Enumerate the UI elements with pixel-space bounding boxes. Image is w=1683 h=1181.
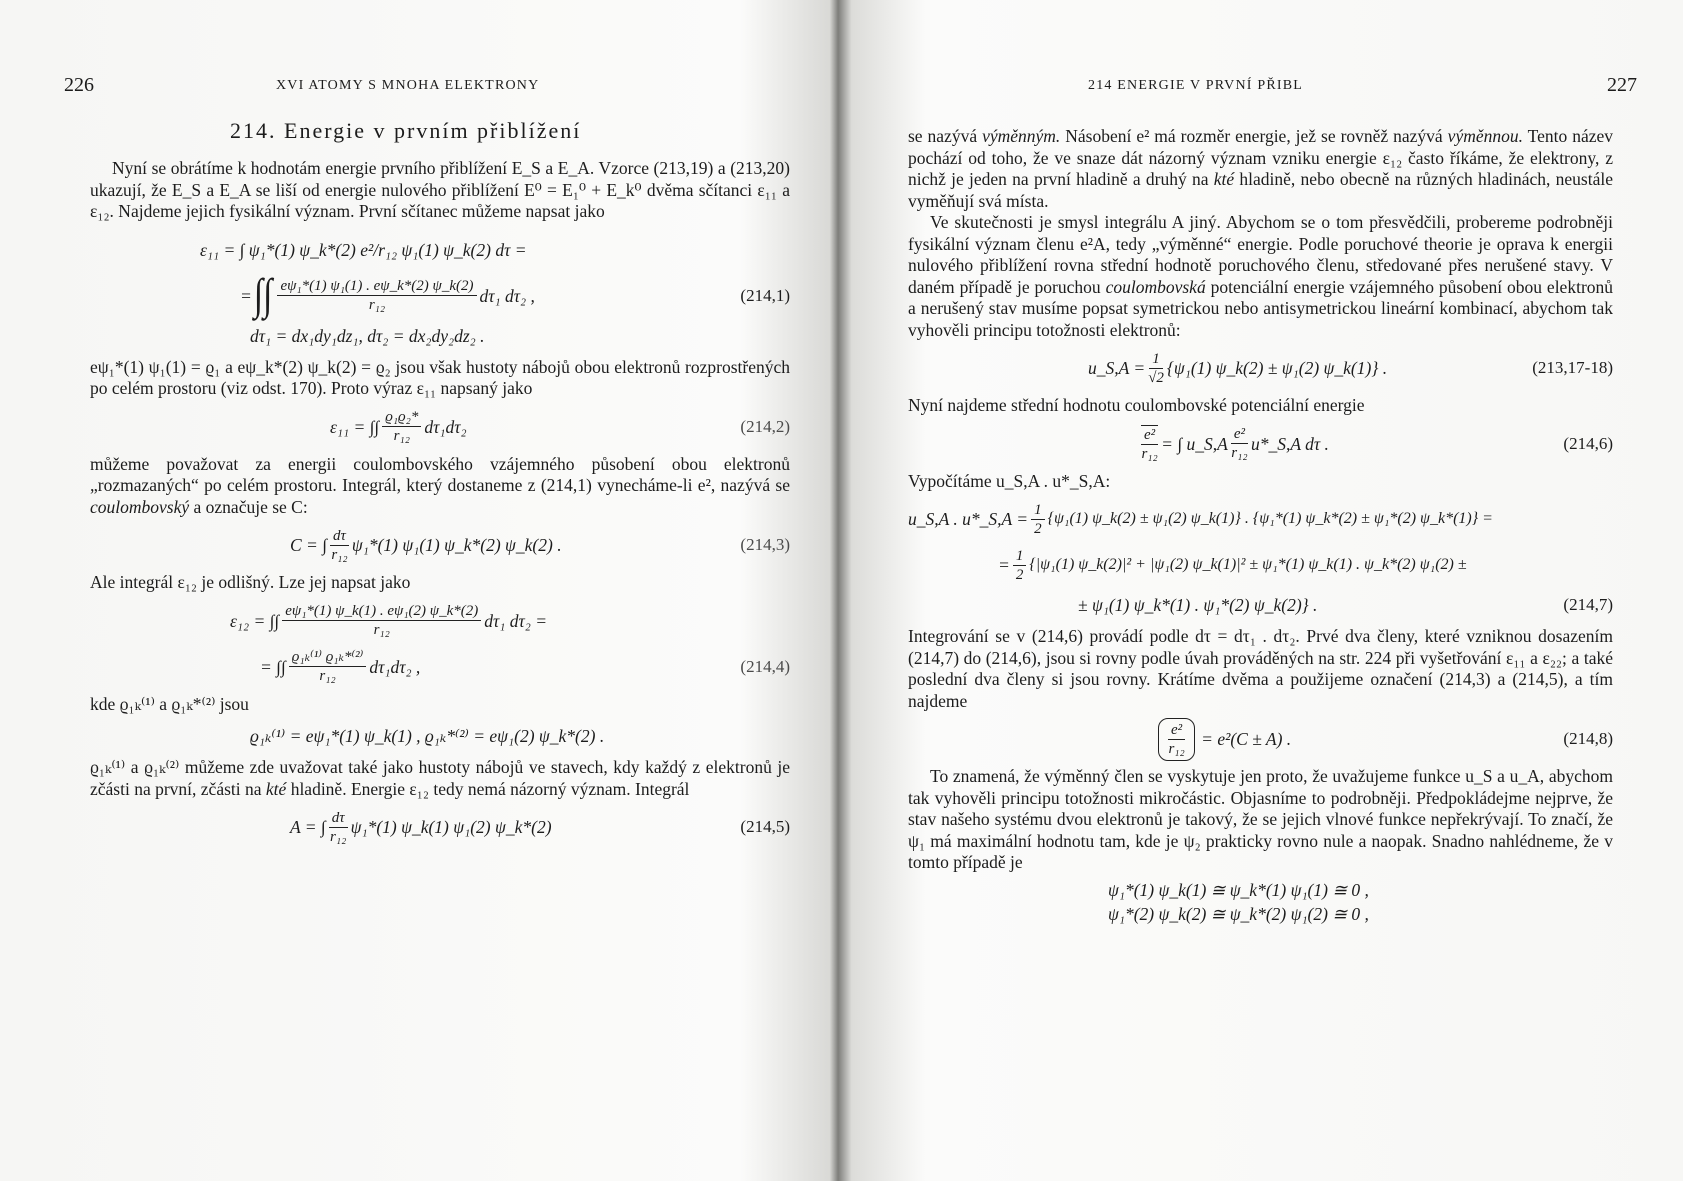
equation-number: (214,1) xyxy=(740,285,790,305)
paragraph-4: Vypočítáme u_S,A . u*_S,A: xyxy=(908,470,1111,491)
left-running-head xyxy=(0,74,830,98)
double-integral-icon: ∫∫ xyxy=(253,270,273,319)
left-page-number: 226 xyxy=(64,74,94,96)
equation-number: (214,6) xyxy=(1563,433,1613,453)
equation-number: (214,3) xyxy=(740,535,790,554)
paragraph-2: Ve skutečnosti je smysl integrálu A jiný. Abychom se o tom přesvědčili, probereme podrobněji fysikální význam členu e²A, tedy „výměnné“ energie. Podle poruchové theorie je oprava k energii nulového přiblížení rovna střední hodnotě poruchového členu, středované přes nerušené stavy. V daném případě je poruchou coulombovská potenciální energie vzájemného působení obou elektronů a nerušený stav musíme popsat symetrickou nebo antisymetrickou lineární kombinací, abychom tak vyhověli principu totožnosti elektronů: xyxy=(908,212,1614,340)
paragraph-6: To znamená, že výměnný člen se vyskytuje jen proto, že uvažujeme funkce u_S a u_A, abychom tak vyhověli principu totožnosti mikročástic. Objasníme to podrobněji. Předpokládejme nejprve, že stav našeho systému dvou elektronů je takový, že se jejich vlnové funkce nepřekrývají. To značí, že ψ₁ má maximální hodnotu tam, kde je ψ₂ prakticky rovno nule a naopak. Snadno nahlédneme, že v tomto případě je xyxy=(908,766,1613,872)
equation-214-8: $\frac{\text{e²}}{\text{r₁₂}}$ = e²(C ± A) . (214,8) xyxy=(908,716,1613,762)
right-page-number: 227 xyxy=(1607,74,1637,96)
paragraph-4: Ale integrál ε₁₂ je odlišný. Lze jej napsat jako xyxy=(90,572,411,592)
equation-214-3: C = ∫ $\frac{d\tau}{\text{r₁₂}}$ ψ₁*(1) ψ₁(1) ψ_k*(2) ψ_k(2) . (214,3) xyxy=(290,527,790,563)
equation-final: ψ₁*(1) ψ_k(1) ≅ ψ_k*(1) ψ₁(1) ≅ 0 , ψ₁*(2) ψ_k(2) ≅ ψ_k*(2) ψ₁(2) ≅ 0 , xyxy=(1108,879,1369,924)
equation-number: (214,7) xyxy=(1563,595,1613,614)
right-page xyxy=(838,0,1683,1181)
equation-214-5: A = ∫ $\frac{d\tau}{\text{r₁₂}}$ ψ₁*(1) ψ_k(1) ψ₁(2) ψ_k*(2) (214,5) xyxy=(290,809,790,845)
chapter-title: XVI ATOMY S MNOHA ELEKTRONY xyxy=(276,78,540,93)
equation-number: (214,2) xyxy=(740,416,790,436)
paragraph-3: Nyní najdeme střední hodnotu coulombovské potenciální energie xyxy=(908,395,1365,415)
equation-214-1-line-a: ε₁₁ = ∫ ψ₁*(1) ψ_k*(2) e²/r₁₂ ψ₁(1) ψ_k(2) dτ = xyxy=(200,239,527,260)
paragraph-6: ϱ₁ₖ⁽¹⁾ a ϱ₁ₖ⁽²⁾ můžeme zde uvažovat také jako hustoty nábojů ve stavech, kdy každý z elektronů je zčásti na první, zčásti na kté hladině. Energie ε₁₂ tedy nemá názorný význam. Integrál xyxy=(90,757,790,799)
equation-214-4: ε₁₂ = ∫∫ $\frac{\text{eψ₁*(1) ψ\_k(1) . eψ₁(2) ψ\_k*(2)}}{\text{r₁₂}}$ dτ₁ dτ₂ = = ∫∫ $\frac{\text{ϱ₁ₖ⁽¹⁾ ϱ₁ₖ*⁽²⁾}}{\text{r₁₂}}$ dτ₁dτ₂ , (214,4) xyxy=(230,603,790,684)
equation-213-17-18: u_S,A = $\frac{1}{√2}$ {ψ₁(1) ψ_k(2) ± ψ₁(2) ψ_k(1)} . (213,17-18) xyxy=(1088,350,1613,386)
equation-number: (214,8) xyxy=(1563,729,1613,748)
fraction: $\frac{\text{eψ₁*(1) ψ₁(1) . eψ\_k*(2) ψ\_k(2)}}{\text{r₁₂}}$ xyxy=(277,277,476,314)
equation-number: (214,4) xyxy=(740,656,790,676)
paragraph-2: eψ₁*(1) ψ₁(1) = ϱ₁ a eψ_k*(2) ψ_k(2) = ϱ₂ jsou však hustoty nábojů obou elektronů rozprostřených po celém prostoru (viz odst. 170). Proto výraz ε₁₁ napsaný jako xyxy=(90,356,790,398)
paragraph-1: se nazývá výměnným. Násobení e² má rozměr energie, jež se rovněž nazývá výměnnou. Tento název pochází od toho, že ve snaze dát názorný význam vzniku energie ε₁₂ často říkáme, že elektrony, z nichž je jeden na první hladině a druhý na kté hladině, nebo obecně na různých hladinách, neustále vyměňují svá místa. xyxy=(908,126,1614,211)
paragraph-5: kde ϱ₁ₖ⁽¹⁾ a ϱ₁ₖ*⁽²⁾ jsou xyxy=(90,693,249,714)
equation-214-1: ε₁₁ = ∫ ψ₁*(1) ψ_k*(2) e²/r₁₂ ψ₁(1) ψ_k(2) dτ = = ∫∫ $\frac{\text{eψ₁*(1) ψ₁(1) . eψ\_k*(2) ψ\_k(2)}}{\text{r₁₂}}$ dτ₁ dτ₂ , (214,1) dτ₁ = dx₁dy₁dz₁, dτ₂ = dx₂dy₂dz₂ . xyxy=(200,239,790,346)
equation-214-1-line-c: dτ₁ = dx₁dy₁dz₁, dτ₂ = dx₂dy₂dz₂ . xyxy=(250,325,485,346)
paragraph-5: Integrování se v (214,6) provádí podle dτ = dτ₁ . dτ₂. Prvé dva členy, které vzniknou dosazením (214,7) do (214,6), jsou si rovny podle úvah prováděných na str. 224 při vyšetřování ε₁₁ a ε₂₂; a také poslední dva členy si jsou rovny. Krátíme dvěma a použijeme označení (214,3) a (214,5), a tím najdeme xyxy=(908,626,1613,711)
equation-214-6: $\frac{\text{e²}}{\text{r₁₂}}$ = ∫ u_S,A $\frac{\text{e²}}{\text{r₁₂}}$ u*_S,A dτ . (214,6) xyxy=(1141,426,1613,462)
right-running-head xyxy=(838,74,1683,98)
equation-214-2: ε₁₁ = ∫∫ $\frac{\text{ϱ₁ϱ₂*}}{\text{r₁₂}}$ dτ₁dτ₂ (214,2) xyxy=(330,409,790,444)
left-page xyxy=(0,0,830,1181)
section-title: 214. Energie v prvním přiblížení xyxy=(230,118,582,143)
equation-number: (213,17-18) xyxy=(1532,358,1613,377)
left-content xyxy=(90,118,790,854)
equation-number: (214,5) xyxy=(740,817,790,836)
equation-rho: ϱ₁ₖ⁽¹⁾ = eψ₁*(1) ψ_k(1) , ϱ₁ₖ*⁽²⁾ = eψ₁(2) ψ_k*(2) . xyxy=(250,726,605,746)
equation-214-1-tail: dτ₁ dτ₂ , xyxy=(479,285,535,306)
paragraph-1: Nyní se obrátíme k hodnotám energie prvního přiblížení E_S a E_A. Vzorce (213,19) a (213,20) ukazují, že E_S a E_A se liší od energie nulového přiblížení E⁰ = E₁⁰ + E_k⁰ dvěma sčítanci ε₁₁ a ε₁₂. Najdeme jejich fysikální význam. První sčítanec můžeme napsat jako xyxy=(90,158,790,221)
paragraph-3: můžeme považovat za energii coulombovského vzájemného působení obou elektronů „rozmazaných“ po celém prostoru. Integrál, který dostaneme z (214,1) vynecháme-li e², nazývá se coulombovský a označuje se C: xyxy=(90,453,790,517)
right-content xyxy=(908,126,1613,930)
equation-214-7: u_S,A . u*_S,A = $\frac{1}{2}$ {ψ₁(1) ψ_k(2) ± ψ₁(2) ψ_k(1)} . {ψ₁*(1) ψ_k*(2) ± ψ₁*(2) ψ_k*(1)} = = $\frac{1}{2}$ {|ψ₁(1) ψ_k(2)|² + |ψ₁(2) ψ_k(1)|² ± ψ₁*(1) ψ_k(1) . ψ_k*(2) ψ₁(2) ± ± ψ₁(1) ψ_k*(1) . ψ₁*(2) ψ_k(2)} . (214,7) xyxy=(908,501,1613,615)
boxed-mean-value: $\frac{\text{e²}}{\text{r₁₂}}$ xyxy=(1158,718,1195,761)
running-section-head: 214 ENERGIE V PRVNÍ PŘIBL xyxy=(1088,78,1304,93)
